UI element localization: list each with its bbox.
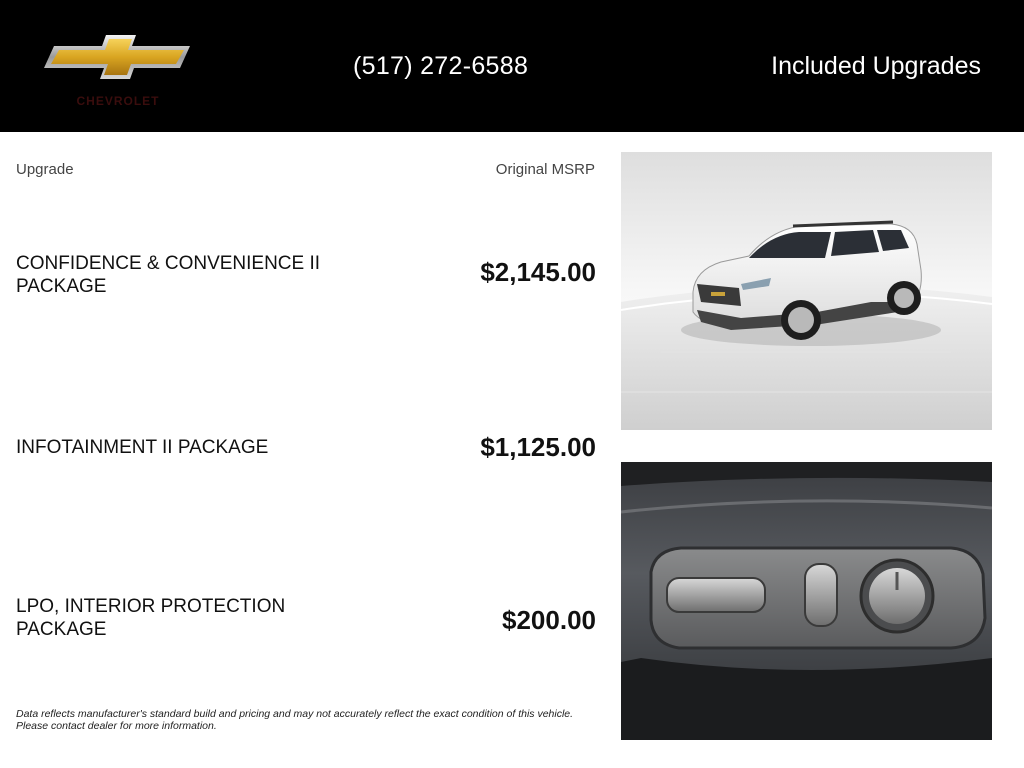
dealer-phone[interactable]: (517) 272-6588 <box>353 52 529 80</box>
upgrade-row <box>16 432 596 475</box>
disclaimer-line-2: Please contact dealer for more information. <box>16 720 217 732</box>
upgrade-price: $2,145.00 <box>480 257 596 287</box>
bowtie-icon <box>44 32 194 92</box>
upgrade-name: LPO, INTERIOR PROTECTION PACKAGE <box>16 596 286 640</box>
upgrade-row <box>16 595 596 655</box>
upgrade-name: INFOTAINMENT II PACKAGE <box>16 437 269 458</box>
disclaimer-line-1: Data reflects manufacturer's standard build and pricing and may not accurately reflect the exact condition of this vehicle. <box>16 708 574 720</box>
seat-controls-photo[interactable] <box>621 462 992 740</box>
column-header-upgrade: Upgrade <box>16 161 74 178</box>
disclaimer <box>16 708 606 732</box>
chevrolet-wordmark: CHEVROLET <box>76 94 160 108</box>
upgrade-name: CONFIDENCE & CONVENIENCE II PACKAGE <box>16 253 321 297</box>
upgrade-price: $200.00 <box>502 605 596 635</box>
header-bar <box>0 0 1024 132</box>
upgrade-row <box>16 252 596 312</box>
page-title: Included Upgrades <box>771 52 981 80</box>
vehicle-exterior-photo[interactable] <box>621 152 992 430</box>
chevrolet-logo[interactable] <box>44 32 194 112</box>
upgrade-price: $1,125.00 <box>480 432 596 462</box>
column-header-msrp: Original MSRP <box>495 161 595 178</box>
